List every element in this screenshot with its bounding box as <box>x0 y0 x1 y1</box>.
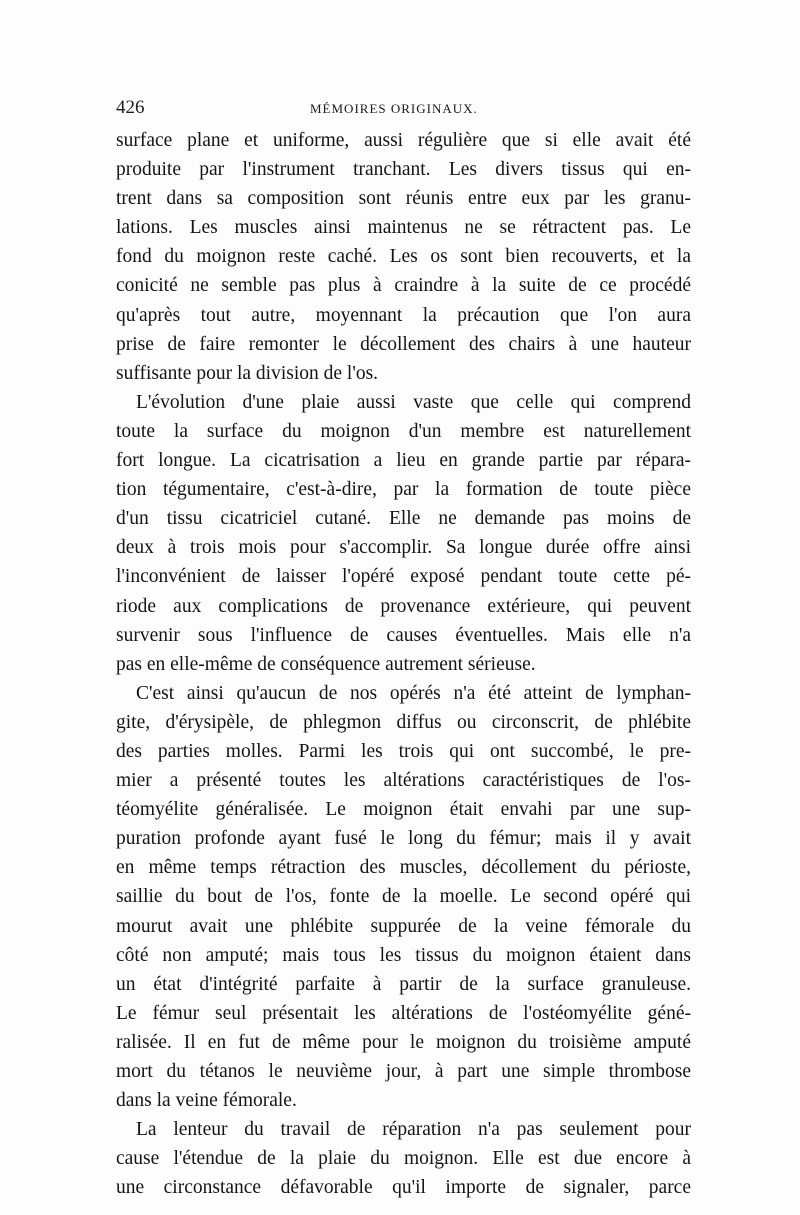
text-line: en même temps rétraction des muscles, décollement du périoste, <box>116 857 691 879</box>
text-line: riode aux complications de provenance extérieure, qui peuvent <box>116 595 691 617</box>
text-line: tion tégumentaire, c'est-à-dire, par la formation de toute pièce <box>116 479 691 501</box>
text-line: prise de faire remonter le décollement des chairs à une hauteur <box>116 333 691 355</box>
text-line: cause l'étendue de la plaie du moignon. Elle est due encore à <box>116 1148 691 1170</box>
text-line: toute la surface du moignon d'un membre est naturellement <box>116 420 691 442</box>
text-line: conicité ne semble pas plus à craindre à la suite de ce procédé <box>116 275 691 297</box>
text-line: La lenteur du travail de réparation n'a pas seulement pour <box>136 1119 691 1141</box>
text-line: des parties molles. Parmi les trois qui ont succombé, le pre- <box>116 740 691 762</box>
text-line: saillie du bout de l'os, fonte de la moelle. Le second opéré qui <box>116 886 691 908</box>
text-line: dans la veine fémorale. <box>116 1090 297 1112</box>
text-line: suffisante pour la division de l'os. <box>116 362 379 384</box>
text-line: une circonstance défavorable qu'il importe de signaler, parce <box>116 1177 691 1199</box>
text-line: un état d'intégrité parfaite à partir de la surface granuleuse. <box>116 973 691 995</box>
text-line: gite, d'érysipèle, de phlegmon diffus ou circonscrit, de phlébite <box>116 711 691 733</box>
body-text <box>116 126 691 1202</box>
text-line: pas en elle-même de conséquence autrement sérieuse. <box>116 653 536 675</box>
text-line: d'un tissu cicatriciel cutané. Elle ne demande pas moins de <box>116 508 691 530</box>
running-title: MÉMOIRES ORIGINAUX. <box>310 101 478 116</box>
text-line: lations. Les muscles ainsi maintenus ne se rétractent pas. Le <box>116 217 691 239</box>
text-line: qu'après tout autre, moyennant la précaution que l'on aura <box>116 304 691 326</box>
page-header <box>116 97 691 123</box>
text-line: ralisée. Il en fut de même pour le moignon du troisième amputé <box>116 1031 691 1053</box>
text-line: mourut avait une phlébite suppurée de la veine fémorale du <box>116 915 691 937</box>
text-line: l'inconvénient de laisser l'opéré exposé pendant toute cette pé- <box>116 566 691 588</box>
text-line: trent dans sa composition sont réunis entre eux par les granu- <box>116 188 691 210</box>
text-line: puration profonde ayant fusé le long du fémur; mais il y avait <box>116 828 691 850</box>
page-number: 426 <box>116 97 145 118</box>
text-line: fond du moignon reste caché. Les os sont bien recouverts, et la <box>116 246 691 268</box>
text-line: fort longue. La cicatrisation a lieu en grande partie par répara- <box>116 450 691 472</box>
text-line: côté non amputé; mais tous les tissus du moignon étaient dans <box>116 944 691 966</box>
text-line: mort du tétanos le neuvième jour, à part une simple thrombose <box>116 1061 691 1082</box>
text-line: C'est ainsi qu'aucun de nos opérés n'a été atteint de lymphan- <box>136 682 691 704</box>
text-line: mier a présenté toutes les altérations caractéristiques de l'os- <box>116 770 691 792</box>
text-line: surface plane et uniforme, aussi régulière que si elle avait été <box>116 130 691 151</box>
text-line: deux à trois mois pour s'accomplir. Sa longue durée offre ainsi <box>116 537 691 559</box>
text-line: produite par l'instrument tranchant. Les divers tissus qui en- <box>116 159 691 181</box>
text-line: Le fémur seul présentait les altérations de l'ostéomyélite géné- <box>116 1002 691 1024</box>
text-line: L'évolution d'une plaie aussi vaste que celle qui comprend <box>136 391 691 413</box>
text-line: téomyélite généralisée. Le moignon était envahi par une sup- <box>116 799 691 821</box>
text-line: survenir sous l'influence de causes éventuelles. Mais elle n'a <box>116 624 691 646</box>
